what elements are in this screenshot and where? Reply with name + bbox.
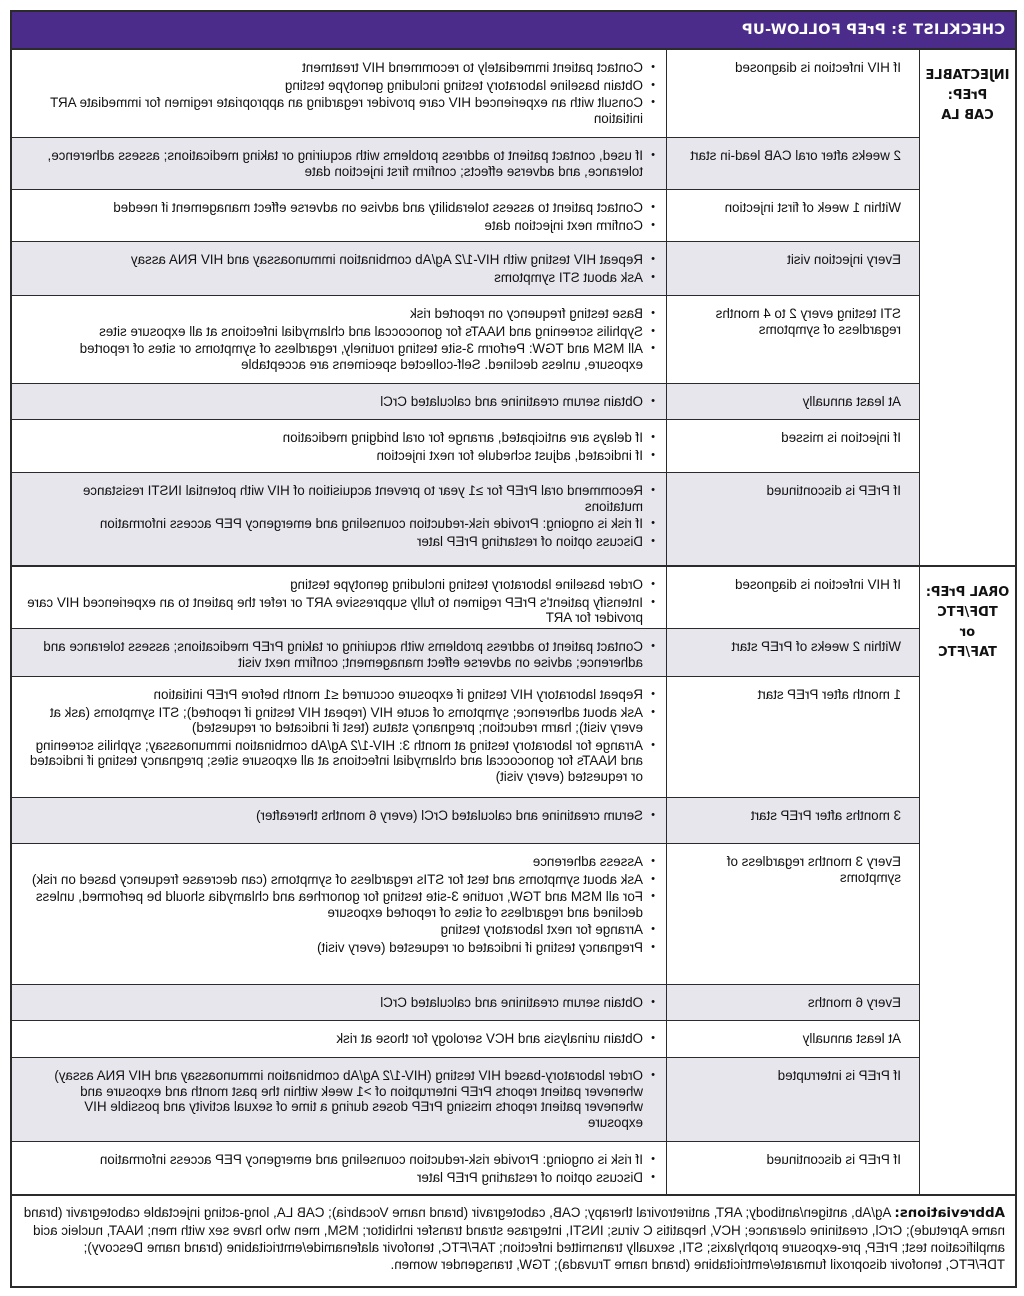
group-label-line: PrEP:: [947, 88, 988, 103]
abbreviations-text: Ag/Ab, antigen/antibody; ART, antiretroviral therapy; CAB, cabotegravir (brand name Vocabria); CAB LA, long-acting injectable cabotegravir (brand name Apretude); CrCl, creatinine clearance; HCV, hepatitis C virus; INSTI, integrase strand transfer inhibitor; MSM, men who have sex with men; NAAT, nucleic acid amplification test; PrEP, pre-exposure prophylaxis; STI, sexually transmitted infection; TAF/FTC, tenofovir alafenamide/emtricitabine (brand name Descovy); TDF/FTC, tenofovir disoproxil fumarate/emtricitabine (brand name Truvada); TGW, transgender women.: [23, 1205, 1005, 1272]
row-timing: At least annually: [666, 1021, 919, 1057]
action-item: • Discuss option of restarting PrEP later: [26, 534, 656, 550]
table-row: [12, 190, 919, 242]
table-row: [12, 1142, 919, 1194]
row-timing: If PrEP is discontinued: [666, 473, 919, 565]
row-actions: [12, 384, 666, 419]
row-actions: [12, 985, 666, 1020]
action-item: • Discuss option of restarting PrEP later: [26, 1170, 656, 1186]
action-item: • Assess adherence: [26, 854, 656, 870]
action-item: • If risk is ongoing: Provide risk-reduction counseling and emergency PEP access information: [26, 516, 656, 532]
group-label-line: or: [959, 625, 976, 640]
action-item: • Ask about symptoms and test for STIs regardless of symptoms (can decrease frequency based on risk): [26, 872, 656, 888]
action-item: • Repeat HIV testing with HIV-1/2 Ag/Ab combination immunoassay and HIV RNA assay: [26, 252, 656, 268]
row-timing: Within 2 weeks of PrEP start: [666, 629, 919, 676]
action-item: • Contact patient to address problems with acquiring or taking PrEP medications; assess tolerance and adherence; advise on adverse effect management; confirm next visit: [26, 639, 656, 670]
table-row: [12, 677, 919, 798]
action-item: • Serum creatinine and calculated CrCl (every 6 months thereafter): [26, 808, 656, 824]
action-item: • Confirm next injection date: [26, 218, 656, 234]
action-item: • If delays are anticipated, arrange for oral bridging medication: [26, 430, 656, 446]
group-label: [919, 567, 1015, 1194]
row-actions: [12, 1058, 666, 1141]
checklist-title: CHECKLIST 3: PrEP FOLLOW-UP: [12, 12, 1015, 50]
row-actions: [12, 190, 666, 241]
group-label-line: ORAL PrEP:: [925, 585, 1010, 600]
action-item: • Obtain serum creatinine and calculated CrCl: [26, 394, 656, 410]
action-item: • Base testing frequency on reported risk: [26, 306, 656, 322]
row-actions: [12, 1142, 666, 1194]
row-timing: If injection is missed: [666, 420, 919, 472]
action-item: • All MSM and TGW: Perform 3-site testing routinely, regardless of symptoms or sites of reported exposure, unless declined. Self-collected specimens are acceptable: [26, 341, 656, 372]
table-row: [12, 844, 919, 985]
action-item: • Consult with an experienced HIV care provider regarding an appropriate regimen for immediate ART initiation: [26, 95, 656, 126]
action-item: • Intensify patient's PrEP regimen to fully suppressive ART or refer the patient to an experienced HIV care provider for ART: [26, 595, 656, 626]
action-item: • Syphilis screening and NAATs for gonococcal and chlamydial infections at all exposure sites: [26, 324, 656, 340]
action-item: • Obtain urinalysis and HCV serology for those at risk: [26, 1031, 656, 1047]
action-item: • Arrange for next laboratory testing: [26, 922, 656, 938]
group-label-line: CAB LA: [941, 108, 994, 123]
action-item: • If indicated, adjust schedule for next injection: [26, 448, 656, 464]
row-actions: [12, 677, 666, 797]
group-label-line: INJECTABLE: [925, 68, 1010, 83]
action-item: • If used, contact patient to address problems with acquiring or taking medications; assess adherence, tolerance, and adverse effects; confirm first injection date: [26, 148, 656, 179]
table-row: [12, 985, 919, 1021]
row-actions: [12, 629, 666, 676]
action-item: • Contact patient immediately to recommend HIV treatment: [26, 60, 656, 76]
checklist-page: [10, 10, 1017, 1288]
table-row: [12, 1021, 919, 1058]
table-row: [12, 384, 919, 420]
action-item: • Pregnancy testing if indicated or requested (every visit): [26, 940, 656, 956]
row-timing: 2 weeks after oral CAB lead-in start: [666, 138, 919, 189]
row-timing: If PrEP is interrupted: [666, 1058, 919, 1141]
row-timing: If PrEP is discontinued: [666, 1142, 919, 1194]
action-item: • Ask about STI symptoms: [26, 270, 656, 286]
table-row: [12, 296, 919, 384]
action-item: • For all MSM and TGW, routine 3-site testing for gonorrhea and chlamydia should be performed, unless declined and regardless of sites of reported exposure: [26, 889, 656, 920]
action-item: • Repeat laboratory HIV testing if exposure occurred ≤1 month before PrEP initiation: [26, 687, 656, 703]
table-row: [12, 420, 919, 473]
table-row: [12, 138, 919, 190]
action-item: • Obtain serum creatinine and calculated CrCl: [26, 995, 656, 1011]
row-actions: [12, 138, 666, 189]
action-item: • If risk is ongoing: Provide risk-reduction counseling and emergency PEP access information: [26, 1152, 656, 1168]
action-item: • Order laboratory-based HIV testing (HIV-1/2 Ag/Ab combination immunoassay and HIV RNA assay) whenever patient reports PrEP interruption of >1 week within the past month and exposure and whenever patient reports missing PrEP doses during a time of sexual activity and possible HIV exposure: [26, 1068, 656, 1130]
action-item: • Obtain baseline laboratory testing including genotype testing: [26, 78, 656, 94]
action-item: • Ask about adherence; symptoms of acute HIV (repeat HIV testing if reported); STI symptoms (ask at every visit); harm reduction; pregnancy status (test if indicated or requested): [26, 705, 656, 736]
row-timing: 3 months after PrEP start: [666, 798, 919, 843]
table-row: [12, 798, 919, 844]
row-actions: [12, 296, 666, 383]
row-timing: Every 3 months regardless of symptoms: [666, 844, 919, 984]
action-item: • Recommend oral PrEP for ≥1 year to prevent acquisition of HIV with potential INSTI resistance mutations: [26, 483, 656, 514]
abbreviations-label: Abbreviations:: [894, 1206, 1005, 1221]
action-item: • Arrange for laboratory testing at month 3: HIV-1/2 Ag/Ab combination immunoassay; syphilis screening and NAATs for gonococcal and chlamydial infections at all exposure sites; pregnancy testing if indicated or requested (every visit): [26, 738, 656, 785]
abbreviations-footnote: [12, 1194, 1015, 1279]
row-timing: If HIV infection is diagnosed: [666, 567, 919, 628]
row-actions: [12, 50, 666, 137]
row-timing: 1 month after PrEP start: [666, 677, 919, 797]
group-oral-prep: [12, 567, 1015, 1194]
action-item: • Contact patient to assess tolerability and advise on adverse effect management if needed: [26, 200, 656, 216]
row-actions: [12, 420, 666, 472]
row-timing: If HIV infection is diagnosed: [666, 50, 919, 137]
row-timing: Every injection visit: [666, 242, 919, 295]
group-label-line: TDF/FTC: [937, 605, 998, 620]
group-rows: [12, 567, 919, 1194]
table-row: [12, 567, 919, 629]
table-row: [12, 473, 919, 565]
action-item: • Order baseline laboratory testing including genotype testing: [26, 577, 656, 593]
row-actions: [12, 242, 666, 295]
table-row: [12, 50, 919, 138]
row-timing: STI testing every 2 to 4 months regardless of symptoms: [666, 296, 919, 383]
row-timing: Every 6 months: [666, 985, 919, 1020]
group-injectable-prep: [12, 50, 1015, 567]
row-actions: [12, 1021, 666, 1057]
row-actions: [12, 798, 666, 843]
row-timing: At least annually: [666, 384, 919, 419]
row-timing: Within 1 week of first injection: [666, 190, 919, 241]
row-actions: [12, 844, 666, 984]
table-row: [12, 242, 919, 296]
row-actions: [12, 473, 666, 565]
group-label-line: TAF/FTC: [938, 645, 997, 660]
row-actions: [12, 567, 666, 628]
table-row: [12, 1058, 919, 1142]
group-label: [919, 50, 1015, 565]
table-row: [12, 629, 919, 677]
group-rows: [12, 50, 919, 565]
